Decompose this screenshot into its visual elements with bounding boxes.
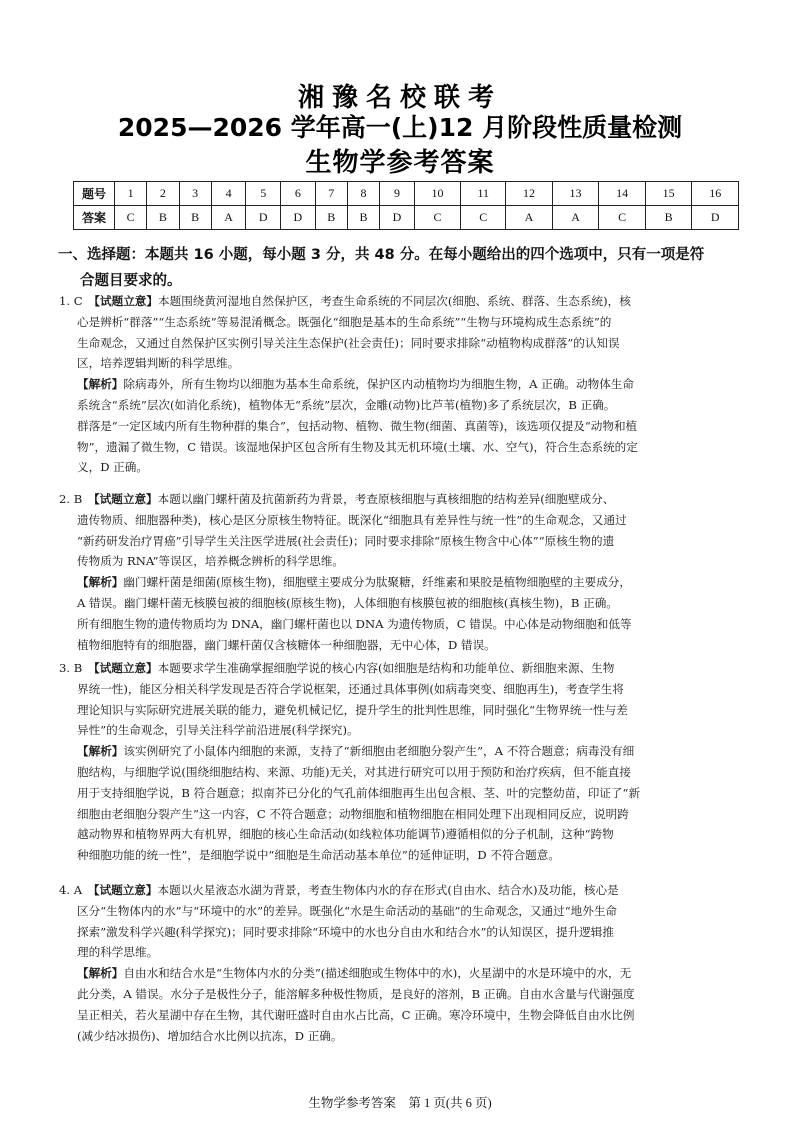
question-number: 4 xyxy=(211,182,246,206)
intent-text: 理的科学思维。 xyxy=(77,945,159,960)
intent-text: 区，培养逻辑判断的科学思维。 xyxy=(77,356,240,371)
answer-row xyxy=(74,206,739,230)
question-number: 12 xyxy=(506,182,553,206)
item-number: 4. A xyxy=(59,883,83,897)
answer-cell: A xyxy=(552,206,599,230)
answer-cell: C xyxy=(599,206,646,230)
intent-text: 异性”的生命观念，引导关注科学前沿进展(科学探究)。 xyxy=(77,723,359,738)
analysis-text: 除病毒外，所有生物均以细胞为基本生命系统，保护区内动植物均为细胞生物，A 正确。动物体生命 xyxy=(123,377,634,392)
question-number-row xyxy=(74,182,739,206)
question-number: 2 xyxy=(147,182,179,206)
analysis-text: 细胞由老细胞分裂产生”这一内容，C 不符合题意；动物细胞和植物细胞在相同处理下出现相同反应，说明跨 xyxy=(77,806,629,821)
intent-text: 探索”激发科学兴趣(科学探究)；同时要求排除“环境中的水也分自由水和结合水”的认知误区，提升逻辑推 xyxy=(77,924,614,939)
answer-explanation-4 xyxy=(59,880,749,1046)
item-number: 1. C xyxy=(59,294,83,308)
intent-text: 生命观念，又通过自然保护区实例引导关注生态保护(社会责任)；同时要求排除“动植物构成群落”的认知误 xyxy=(77,335,620,350)
question-number: 7 xyxy=(315,182,347,206)
analysis-text: 该实例研究了小鼠体内细胞的来源，支持了“新细胞由老细胞分裂产生”，A 不符合题意；病毒没有细 xyxy=(123,744,635,759)
intent-tag: 【试题立意】 xyxy=(93,661,158,675)
analysis-text: 群落是“一定区域内所有生物种群的集合”，包括动物、植物、微生物(细菌、真菌等)，该选项仅提及“动物和植 xyxy=(77,418,638,433)
answer-cell: D xyxy=(692,206,739,230)
answer-cell: A xyxy=(211,206,246,230)
question-number: 13 xyxy=(552,182,599,206)
question-number: 1 xyxy=(115,182,147,206)
analysis-text: 植物细胞特有的细胞器，幽门螺杆菌仅含核糖体一种细胞器，无中心体，D 错误。 xyxy=(77,637,496,652)
analysis-text: A 错误。幽门螺杆菌无核膜包被的细胞核(原核生物)，人体细胞有核膜包被的细胞核(真核生物)，B 正确。 xyxy=(77,595,618,610)
answer-explanation-3 xyxy=(59,658,749,866)
intent-text: 传物质为 RNA”等误区，培养概念辨析的科学思维。 xyxy=(77,554,345,569)
question-number: 8 xyxy=(347,182,379,206)
answer-table xyxy=(73,181,739,230)
question-number: 16 xyxy=(692,182,739,206)
analysis-tag: 【解析】 xyxy=(77,377,124,392)
analysis-text: 物”，遗漏了微生物，C 错误。该湿地保护区包含所有生物及其无机环境(土壤、水、空气)，符合生态系统的定 xyxy=(77,439,638,454)
question-number: 11 xyxy=(461,182,506,206)
exam-session-title: 2025—2026 学年高一(上)12 月阶段性质量检测 xyxy=(117,113,683,142)
row-header-number: 题号 xyxy=(74,182,115,206)
analysis-tag: 【解析】 xyxy=(77,744,124,759)
exam-union-title: 湘豫名校联考 xyxy=(297,83,502,113)
question-number: 10 xyxy=(414,182,461,206)
analysis-text: 幽门螺杆菌是细菌(原核生物)，细胞壁主要成分为肽聚糖，纤维素和果胶是植物细胞壁的主要成分， xyxy=(123,575,631,590)
analysis-text: 种细胞功能的统一性”，是细胞学说中“细胞是生命活动基本单位”的延伸证明，D 不符合题意。 xyxy=(77,848,560,863)
analysis-text: 自由水和结合水是“生物体内水的分类”(描述细胞或生物体中的水)，火星湖中的水是环境中的水，无 xyxy=(123,966,632,981)
answer-cell: B xyxy=(315,206,347,230)
row-header-answer: 答案 xyxy=(74,206,115,230)
analysis-text: 此分类，A 错误。水分子是极性分子，能溶解多种极性物质，是良好的溶剂，B 正确。自由水含量与代谢强度 xyxy=(77,986,635,1001)
answer-cell: B xyxy=(147,206,179,230)
answer-cell: A xyxy=(506,206,553,230)
answer-cell: C xyxy=(414,206,461,230)
intent-text: 理论知识与实际研究进展关联的能力，避免机械记忆，提升学生的批判性思维，同时强化“生物界统一性与差 xyxy=(77,702,628,717)
section-heading-line: 合题目要求的。 xyxy=(80,273,182,289)
intent-text: 遗传物质、细胞器种类)，核心是区分原核生物特征。既深化“细胞具有差异性与统一性”的生命观念，又通过 xyxy=(77,512,627,527)
intent-tag: 【试题立意】 xyxy=(93,492,158,506)
analysis-text: (减少结冰损伤)、增加结合水比例以抗冻，D 正确。 xyxy=(77,1028,343,1043)
answer-cell: D xyxy=(246,206,281,230)
answer-key-title: 生物学参考答案 xyxy=(305,148,495,178)
intent-text: “新药研发治疗胃癌”引导学生关注医学进展(社会责任)；同时要求排除“原核生物含中心体”“原核生物的遗 xyxy=(77,533,615,548)
analysis-text: 用于支持细胞学说，B 符合题意；拟南芥已分化的气孔前体细胞再生出包含根、茎、叶的完整幼苗，印证了“新 xyxy=(77,785,641,800)
intent-tag: 【试题立意】 xyxy=(94,294,158,308)
intent-text: 本题要求学生准确掌握细胞学说的核心内容(如细胞是结构和功能单位、新细胞来源、生物 xyxy=(157,661,615,675)
section-heading xyxy=(58,242,748,294)
answer-cell: D xyxy=(380,206,415,230)
intent-text: 本题以火星液态水湖为背景，考查生物体内水的存在形式(自由水、结合水)及功能，核心是 xyxy=(157,883,619,897)
question-number: 3 xyxy=(179,182,211,206)
question-number: 6 xyxy=(281,182,316,206)
analysis-tag: 【解析】 xyxy=(77,966,124,981)
answer-cell: C xyxy=(461,206,506,230)
answer-cell: C xyxy=(115,206,147,230)
page-footer: 生物学参考答案 第 1 页(共 6 页) xyxy=(308,1096,492,1110)
item-number: 2. B xyxy=(59,492,83,506)
analysis-text: 越动物界和植物界两大有机界，细胞的核心生命活动(如线粒体功能调节)遵循相似的分子机制，这种“跨物 xyxy=(77,827,614,842)
intent-text: 界统一性)，能区分相关科学发现是否符合学说框架，还通过具体事例(如病毒突变、细胞再生)，考查学生将 xyxy=(77,681,624,696)
question-number: 5 xyxy=(246,182,281,206)
analysis-text: 系统含“系统”层次(如消化系统)，植物体无“系统”层次，金雕(动物)比芦苇(植物)多了系统层次，B 正确。 xyxy=(77,397,616,412)
answer-cell: B xyxy=(179,206,211,230)
answer-cell: D xyxy=(281,206,316,230)
analysis-text: 呈正相关，若火星湖中存在生物，其代谢旺盛时自由水占比高，C 正确。寒冷环境中，生物会降低自由水比例 xyxy=(77,1007,635,1022)
answer-explanation-1 xyxy=(59,291,749,478)
question-number: 9 xyxy=(380,182,415,206)
intent-text: 本题以幽门螺杆菌及抗菌新药为背景，考查原核细胞与真核细胞的结构差异(细胞壁成分、 xyxy=(157,492,615,506)
analysis-text: 所有细胞生物的遗传物质均为 DNA，幽门螺杆菌也以 DNA 为遗传物质，C 错误。中心体是动物细胞和低等 xyxy=(77,616,632,631)
intent-text: 本题围绕黄河湿地自然保护区，考查生命系统的不同层次(细胞、系统、群落、生态系统)，核 xyxy=(158,294,631,308)
question-number: 15 xyxy=(645,182,692,206)
intent-text: 心是辨析“群落”“生态系统”等易混淆概念。既强化“细胞是基本的生命系统”“生物与环境构成生态系统”的 xyxy=(77,314,612,329)
question-number: 14 xyxy=(599,182,646,206)
answer-cell: B xyxy=(347,206,379,230)
answer-cell: B xyxy=(645,206,692,230)
answer-explanation-2 xyxy=(59,489,749,655)
analysis-tag: 【解析】 xyxy=(77,575,124,590)
analysis-text: 胞结构，与细胞学说(围绕细胞结构、来源、功能)无关，对其进行研究可以用于预防和治疗疾病，但不能直接 xyxy=(77,764,631,779)
section-heading-line: 一、选择题：本题共 16 小题，每小题 3 分，共 48 分。在每小题给出的四个选项中，只有一项是符 xyxy=(58,247,705,263)
analysis-text: 义，D 正确。 xyxy=(77,460,148,475)
intent-text: 区分“生物体内的水”与“环境中的水”的差异。既强化“水是生命活动的基础”的生命观念，又通过“地外生命 xyxy=(77,903,618,918)
item-number: 3. B xyxy=(59,661,83,675)
intent-tag: 【试题立意】 xyxy=(93,883,158,897)
